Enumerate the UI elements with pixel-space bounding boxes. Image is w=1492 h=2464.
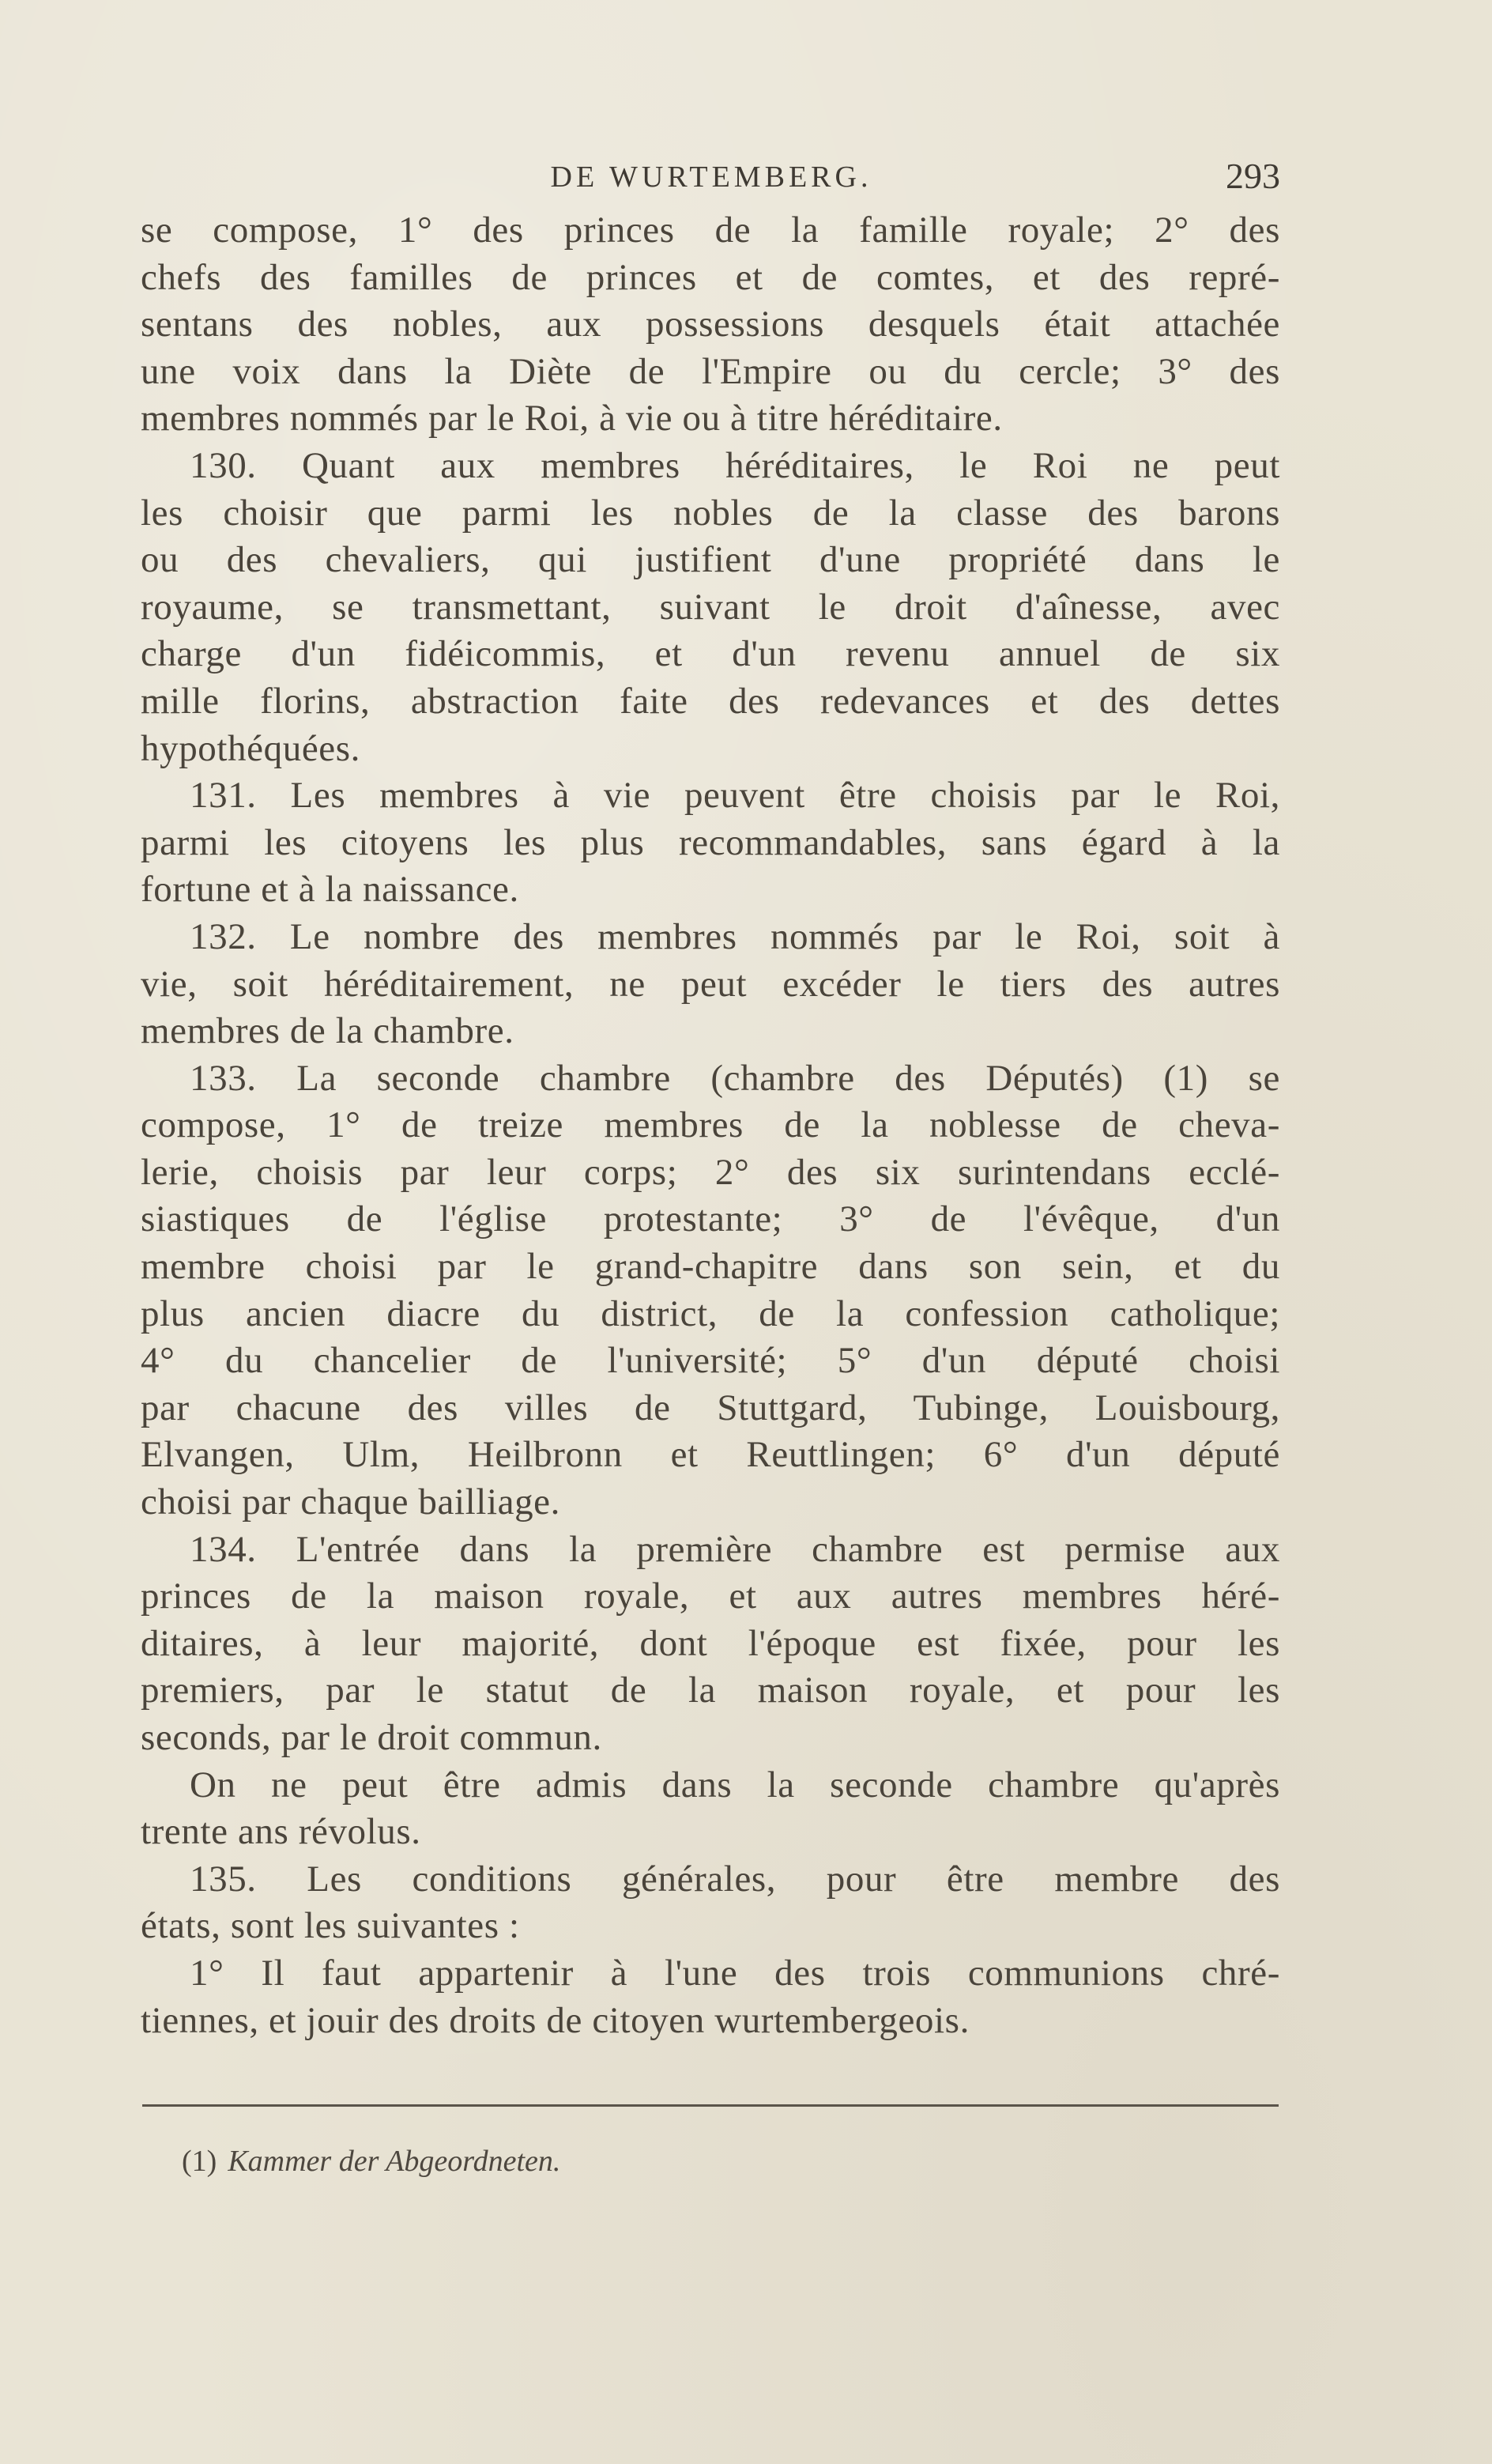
paragraph-start: On ne peut être admis dans la seconde chambre qu'après bbox=[190, 1764, 1280, 1806]
paragraph-131-start: 131. Les membres à vie peuvent être choisis par le Roi, bbox=[190, 775, 1280, 817]
text-line: par chacune des villes de Stuttgard, Tubinge, Louisbourg, bbox=[141, 1387, 1280, 1428]
page-number: 293 bbox=[1226, 156, 1280, 196]
text-line: lerie, choisis par leur corps; 2° des six surintendans ecclé- bbox=[141, 1151, 1280, 1193]
text-line: royaume, se transmettant, suivant le droit d'aînesse, avec bbox=[141, 586, 1280, 628]
text-line: tiennes, et jouir des droits de citoyen wurtembergeois. bbox=[141, 1999, 970, 2041]
paragraph-133-start: 133. La seconde chambre (chambre des Députés) (1) se bbox=[190, 1057, 1280, 1099]
text-line: les choisir que parmi les nobles de la classe des barons bbox=[141, 492, 1280, 534]
footnote bbox=[182, 2144, 560, 2179]
text-line: se compose, 1° des princes de la famille royale; 2° des bbox=[141, 209, 1280, 251]
paragraph-130-start: 130. Quant aux membres héréditaires, le Roi ne peut bbox=[190, 444, 1280, 486]
text-line: mille florins, abstraction faite des redevances et des dettes bbox=[141, 680, 1280, 722]
text-line: sentans des nobles, aux possessions desquels était attachée bbox=[141, 304, 1280, 345]
text-line: chefs des familles de princes et de comtes, et des repré- bbox=[141, 256, 1280, 298]
running-head: DE WURTEMBERG. bbox=[550, 160, 872, 194]
footnote-marker: (1) bbox=[182, 2145, 217, 2178]
text-line: premiers, par le statut de la maison royale, et pour les bbox=[141, 1670, 1280, 1711]
body-text bbox=[141, 207, 1280, 2044]
paragraph-135-start: 135. Les conditions générales, pour être membre des bbox=[190, 1858, 1280, 1900]
footnote-text: Kammer der Abgeordneten. bbox=[228, 2145, 561, 2178]
text-line: siastiques de l'église protestante; 3° de l'évêque, d'un bbox=[141, 1198, 1280, 1240]
text-line: ditaires, à leur majorité, dont l'époque est fixée, pour les bbox=[141, 1622, 1280, 1664]
text-line: parmi les citoyens les plus recommandables, sans égard à la bbox=[141, 821, 1280, 863]
paragraph-start: 1° Il faut appartenir à l'une des trois communions chré- bbox=[190, 1952, 1280, 1994]
text-line: compose, 1° de treize membres de la noblesse de cheva- bbox=[141, 1104, 1280, 1146]
page-header bbox=[142, 155, 1280, 202]
text-line: seconds, par le droit commun. bbox=[141, 1717, 602, 1758]
text-line: choisi par chaque bailliage. bbox=[141, 1481, 560, 1523]
text-line: fortune et à la naissance. bbox=[141, 869, 519, 911]
paragraph-132-start: 132. Le nombre des membres nommés par le Roi, soit à bbox=[190, 915, 1280, 957]
text-line: charge d'un fidéicommis, et d'un revenu annuel de six bbox=[141, 633, 1280, 675]
footnote-separator bbox=[142, 2104, 1279, 2107]
text-line: membres nommés par le Roi, à vie ou à titre héréditaire. bbox=[141, 398, 1003, 440]
text-line: Elvangen, Ulm, Heilbronn et Reuttlingen; 6° d'un député bbox=[141, 1434, 1280, 1476]
text-line: membres de la chambre. bbox=[141, 1010, 514, 1052]
text-line: états, sont les suivantes : bbox=[141, 1905, 520, 1947]
paragraph-134-start: 134. L'entrée dans la première chambre est permise aux bbox=[190, 1528, 1280, 1570]
text-line: trente ans révolus. bbox=[141, 1811, 421, 1853]
text-line: 4° du chancelier de l'université; 5° d'un député choisi bbox=[141, 1340, 1280, 1382]
text-line: princes de la maison royale, et aux autres membres héré- bbox=[141, 1575, 1280, 1617]
text-line: membre choisi par le grand-chapitre dans son sein, et du bbox=[141, 1246, 1280, 1288]
text-line: plus ancien diacre du district, de la confession catholique; bbox=[141, 1292, 1280, 1334]
text-line: ou des chevaliers, qui justifient d'une propriété dans le bbox=[141, 539, 1280, 581]
text-line: vie, soit héréditairement, ne peut excéder le tiers des autres bbox=[141, 963, 1280, 1005]
text-line: hypothéquées. bbox=[141, 727, 360, 769]
text-line: une voix dans la Diète de l'Empire ou du cercle; 3° des bbox=[141, 350, 1280, 392]
